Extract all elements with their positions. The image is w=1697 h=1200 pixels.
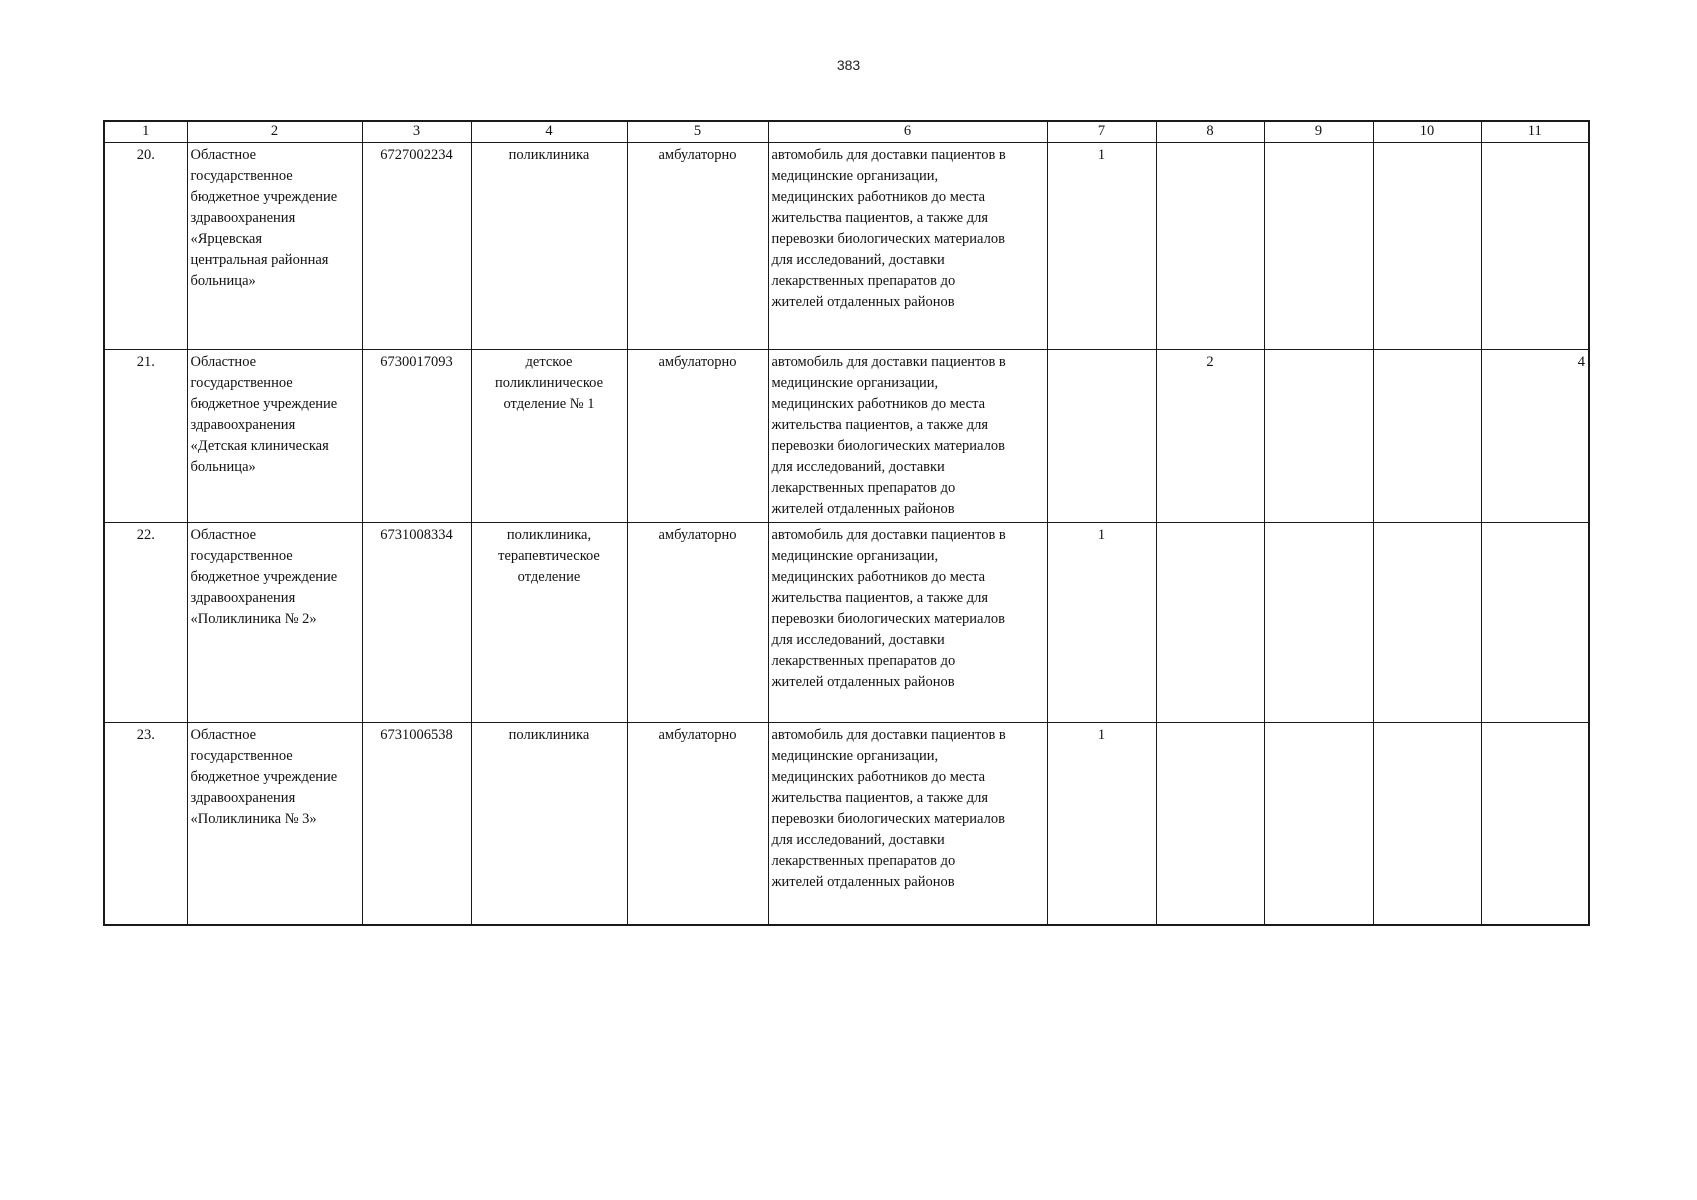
value-col-8: 2 xyxy=(1156,350,1264,523)
value-col-9 xyxy=(1264,523,1373,723)
column-header: 5 xyxy=(627,121,768,143)
value-col-7 xyxy=(1047,350,1156,523)
value-col-11 xyxy=(1481,143,1589,350)
organization-name: Областное государственное бюджетное учреждение здравоохранения «Поликлиника № 3» xyxy=(187,723,362,925)
value-col-11 xyxy=(1481,523,1589,723)
column-header: 9 xyxy=(1264,121,1373,143)
care-condition: амбулаторно xyxy=(627,143,768,350)
row-number: 22. xyxy=(104,523,187,723)
vehicle-purpose: автомобиль для доставки пациентов в медицинские организации, медицинских работников до места жительства пациентов, а также для перевозки биологических материалов для исследований, доставки лекарственных препаратов до жителей отдаленных районов xyxy=(768,723,1047,925)
table-row xyxy=(104,143,1589,350)
column-header: 6 xyxy=(768,121,1047,143)
row-number: 23. xyxy=(104,723,187,925)
organization-name: Областное государственное бюджетное учреждение здравоохранения «Детская клиническая больница» xyxy=(187,350,362,523)
page-number: 383 xyxy=(836,57,861,73)
division-name: поликлиника, терапевтическое отделение xyxy=(471,523,627,723)
data-table xyxy=(103,120,1590,926)
column-header: 10 xyxy=(1373,121,1481,143)
inn-code: 6731006538 xyxy=(362,723,471,925)
inn-code: 6727002234 xyxy=(362,143,471,350)
value-col-8 xyxy=(1156,523,1264,723)
column-header: 3 xyxy=(362,121,471,143)
care-condition: амбулаторно xyxy=(627,523,768,723)
column-number-header-row xyxy=(104,121,1589,143)
row-number: 21. xyxy=(104,350,187,523)
column-header: 2 xyxy=(187,121,362,143)
value-col-10 xyxy=(1373,523,1481,723)
column-header: 11 xyxy=(1481,121,1589,143)
vehicle-purpose: автомобиль для доставки пациентов в медицинские организации, медицинских работников до места жительства пациентов, а также для перевозки биологических материалов для исследований, доставки лекарственных препаратов до жителей отдаленных районов xyxy=(768,350,1047,523)
table-row xyxy=(104,350,1589,523)
table-row xyxy=(104,523,1589,723)
value-col-9 xyxy=(1264,723,1373,925)
organization-name: Областное государственное бюджетное учреждение здравоохранения «Поликлиника № 2» xyxy=(187,523,362,723)
vehicle-purpose: автомобиль для доставки пациентов в медицинские организации, медицинских работников до места жительства пациентов, а также для перевозки биологических материалов для исследований, доставки лекарственных препаратов до жителей отдаленных районов xyxy=(768,523,1047,723)
value-col-10 xyxy=(1373,723,1481,925)
column-header: 4 xyxy=(471,121,627,143)
division-name: поликлиника xyxy=(471,723,627,925)
column-header: 8 xyxy=(1156,121,1264,143)
column-header: 7 xyxy=(1047,121,1156,143)
division-name: поликлиника xyxy=(471,143,627,350)
inn-code: 6730017093 xyxy=(362,350,471,523)
division-name: детское поликлиническое отделение № 1 xyxy=(471,350,627,523)
value-col-9 xyxy=(1264,350,1373,523)
value-col-8 xyxy=(1156,143,1264,350)
value-col-11: 4 xyxy=(1481,350,1589,523)
value-col-7: 1 xyxy=(1047,143,1156,350)
vehicle-purpose: автомобиль для доставки пациентов в медицинские организации, медицинских работников до места жительства пациентов, а также для перевозки биологических материалов для исследований, доставки лекарственных препаратов до жителей отдаленных районов xyxy=(768,143,1047,350)
table-row xyxy=(104,723,1589,925)
care-condition: амбулаторно xyxy=(627,723,768,925)
care-condition: амбулаторно xyxy=(627,350,768,523)
value-col-10 xyxy=(1373,350,1481,523)
organization-name: Областное государственное бюджетное учреждение здравоохранения «Ярцевская центральная районная больница» xyxy=(187,143,362,350)
inn-code: 6731008334 xyxy=(362,523,471,723)
row-number: 20. xyxy=(104,143,187,350)
column-header: 1 xyxy=(104,121,187,143)
value-col-7: 1 xyxy=(1047,523,1156,723)
value-col-11 xyxy=(1481,723,1589,925)
value-col-10 xyxy=(1373,143,1481,350)
value-col-9 xyxy=(1264,143,1373,350)
value-col-7: 1 xyxy=(1047,723,1156,925)
value-col-8 xyxy=(1156,723,1264,925)
